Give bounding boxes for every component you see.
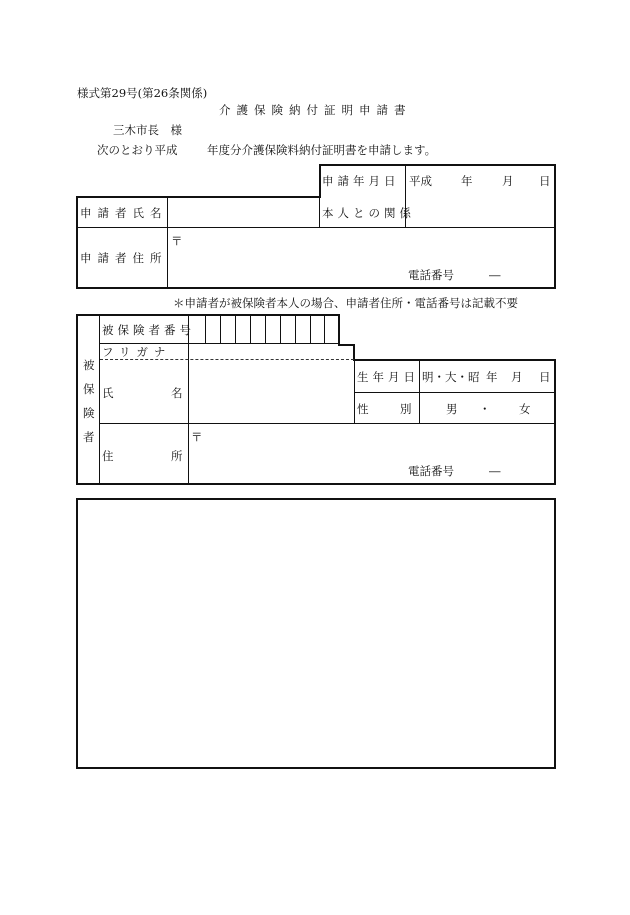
- applicant-date-month-field[interactable]: [476, 170, 500, 190]
- applicant-date-year: 年: [461, 174, 473, 188]
- insured-phone-field[interactable]: [460, 458, 550, 480]
- applicant-date-day-field[interactable]: [516, 170, 538, 190]
- insured-name-label-2: 名: [171, 386, 183, 400]
- applicant-phone-label: 電話番号: [408, 268, 454, 282]
- applicant-date-era: 平成: [409, 174, 432, 188]
- insured-phone-dash: ―: [489, 464, 501, 478]
- insured-name-field[interactable]: [190, 361, 352, 422]
- birth-eras: 明・大・昭: [422, 370, 480, 384]
- form-title: 介護保険納付証明申請書: [219, 103, 412, 117]
- applicant-phone-field[interactable]: [460, 262, 550, 284]
- applicant-address-label: 申請者住所: [80, 251, 168, 265]
- applicant-address-field[interactable]: [185, 230, 551, 258]
- sex-separator: ・: [479, 402, 491, 416]
- insured-section-char-3: 険: [83, 406, 95, 420]
- insured-section-char-1: 被: [83, 358, 95, 372]
- relation-label: 本人との関係: [322, 206, 415, 220]
- applicant-date-year-field[interactable]: [434, 170, 458, 190]
- birth-date-field[interactable]: [421, 361, 553, 391]
- sex-female-option[interactable]: 女: [519, 402, 531, 416]
- insured-postal-mark: 〒: [191, 430, 203, 444]
- birth-month: 月: [511, 370, 523, 384]
- birth-year: 年: [486, 370, 498, 384]
- note-text: ＊申請者が被保険者本人の場合、申請者住所・電話番号は記載不要: [173, 296, 518, 310]
- insured-number-field[interactable]: [190, 316, 337, 342]
- insured-name-label-1: 氏: [102, 386, 114, 400]
- insured-address-label-2: 所: [171, 449, 183, 463]
- sex-male-option[interactable]: 男: [446, 402, 458, 416]
- furigana-label: フリガナ: [102, 345, 172, 359]
- birth-day: 日: [539, 370, 551, 384]
- intro-prefix: 次のとおり平成: [97, 143, 178, 157]
- certificate-blank-area[interactable]: [76, 498, 556, 769]
- applicant-date-label: 申請年月日: [322, 174, 400, 188]
- insured-address-field[interactable]: [205, 426, 551, 454]
- applicant-phone-dash: ―: [489, 268, 501, 282]
- form-number: 様式第29号(第26条関係): [77, 86, 208, 100]
- applicant-postal-mark: 〒: [171, 234, 183, 248]
- insured-section-char-4: 者: [83, 430, 95, 444]
- sex-label-1: 性: [357, 402, 369, 416]
- intro-year-field[interactable]: [176, 141, 204, 158]
- addressee: 三木市長 様: [113, 123, 182, 137]
- insured-address-label-1: 住: [102, 449, 114, 463]
- intro-suffix: 年度分介護保険料納付証明書を申請します。: [207, 143, 437, 157]
- birth-label: 生年月日: [357, 370, 419, 384]
- insured-phone-label: 電話番号: [408, 464, 454, 478]
- sex-label-2: 別: [400, 402, 412, 416]
- applicant-date-month: 月: [502, 174, 514, 188]
- furigana-field[interactable]: [190, 345, 352, 358]
- insured-section-char-2: 保: [83, 382, 95, 396]
- insured-number-label: 被保険者番号: [102, 323, 195, 337]
- applicant-name-field[interactable]: [169, 198, 318, 226]
- relation-field[interactable]: [407, 198, 553, 226]
- applicant-name-label: 申請者氏名: [80, 206, 168, 220]
- applicant-date-day: 日: [539, 174, 551, 188]
